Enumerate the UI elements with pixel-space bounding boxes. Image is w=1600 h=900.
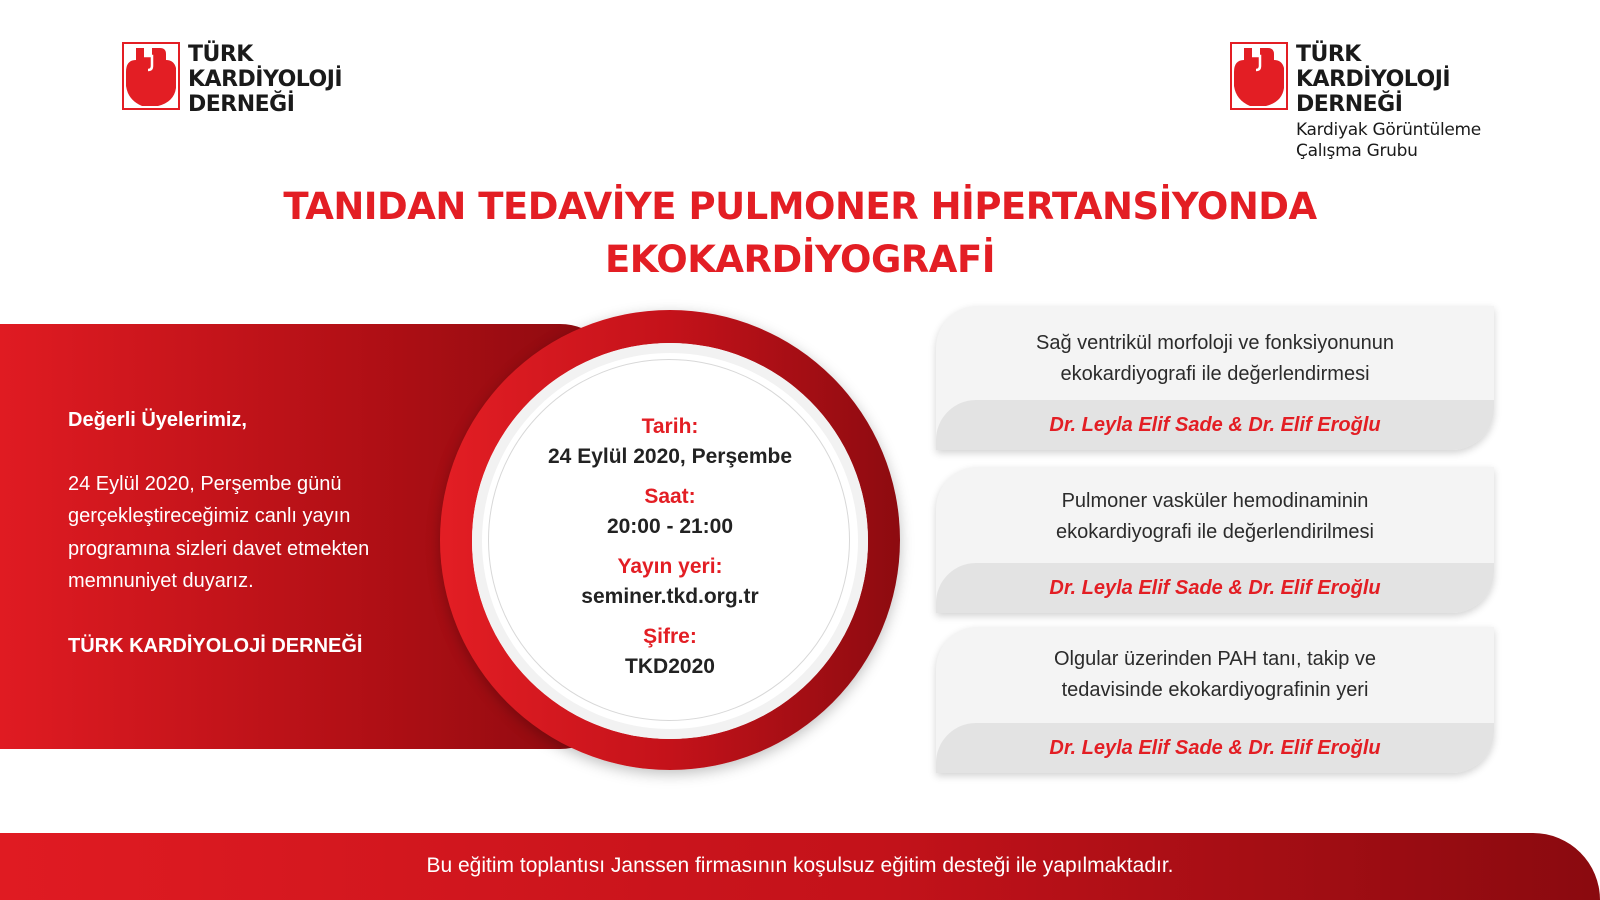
time-value: 20:00 - 21:00 — [606, 515, 734, 538]
title-line-2: EKOKARDİYOGRAFİ — [605, 238, 995, 281]
logo-right-sub-line-2: Çalışma Grubu — [1296, 141, 1418, 161]
logo-right-line-3: DERNEĞİ — [1296, 92, 1403, 117]
logo-right-sub-line-1: Kardiyak Görüntüleme — [1296, 120, 1481, 140]
time-label: Saat: — [644, 485, 696, 508]
event-info — [510, 412, 830, 692]
session-topic — [936, 306, 1494, 389]
invite-greeting: Değerli Üyelerimiz, — [68, 409, 247, 431]
logo-right-line-2: KARDİYOLOJİ — [1296, 67, 1451, 92]
invite-body: 24 Eylül 2020, Perşembe günü gerçekleştireceğimiz canlı yayın programına sizleri davet etmekten memnuniyet duyarız. — [68, 472, 370, 592]
venue-label: Yayın yeri: — [617, 555, 723, 578]
session-topic-line: Sağ ventrikül morfoloji ve fonksiyonunun — [1036, 332, 1394, 354]
session-topic-line: tedavisinde ekokardiyografinin yeri — [1061, 678, 1369, 701]
tkd-logo-left — [122, 42, 342, 117]
password-label: Şifre: — [643, 625, 697, 648]
sponsor-footer — [0, 833, 1600, 900]
session-topic-line: ekokardiyografi ile değerlendirmesi — [1060, 362, 1370, 385]
session-topic — [936, 627, 1494, 705]
session-card — [936, 467, 1494, 613]
tkd-logo-right — [1230, 42, 1481, 162]
page-title — [0, 180, 1600, 286]
session-topic-line: Olgular üzerinden PAH tanı, takip ve — [1053, 648, 1377, 670]
session-topic-line: ekokardiyografi ile değerlendirilmesi — [1056, 520, 1374, 543]
session-speakers: Dr. Leyla Elif Sade & Dr. Elif Eroğlu — [936, 400, 1494, 450]
logo-left-line-1: TÜRK — [188, 42, 253, 67]
logo-left-line-2: KARDİYOLOJİ — [188, 67, 343, 92]
session-speakers: Dr. Leyla Elif Sade & Dr. Elif Eroğlu — [936, 563, 1494, 613]
password-value: TKD2020 — [625, 655, 715, 678]
session-topic — [936, 467, 1494, 547]
footer-text: Bu eğitim toplantısı Janssen firmasının koşulsuz eğitim desteği ile yapılmaktadır. — [426, 853, 1174, 877]
logo-right-subtitle — [1296, 120, 1481, 162]
date-value: 24 Eylül 2020, Perşembe — [548, 445, 792, 468]
session-speakers: Dr. Leyla Elif Sade & Dr. Elif Eroğlu — [936, 723, 1494, 773]
invite-text — [68, 404, 428, 662]
logo-left-line-3: DERNEĞİ — [188, 92, 295, 117]
session-card — [936, 627, 1494, 773]
title-line-1: TANIDAN TEDAVİYE PULMONER HİPERTANSİYONDA — [283, 185, 1317, 228]
venue-value[interactable]: seminer.tkd.org.tr — [581, 585, 759, 608]
heart-icon — [1230, 42, 1288, 110]
date-label: Tarih: — [641, 415, 699, 438]
invite-signature: TÜRK KARDİYOLOJİ DERNEĞİ — [68, 634, 363, 657]
heart-icon — [122, 42, 180, 110]
session-topic-line: Pulmoner vasküler hemodinaminin — [1061, 490, 1369, 512]
logo-right-line-1: TÜRK — [1296, 42, 1361, 67]
session-card — [936, 306, 1494, 450]
